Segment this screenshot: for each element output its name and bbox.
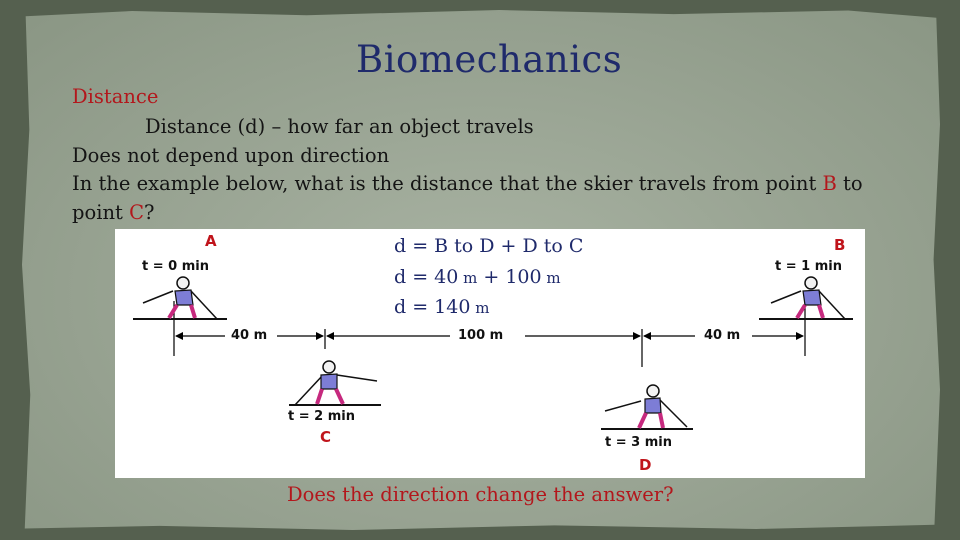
equation-unit: m (541, 269, 561, 287)
equation-unit: m (470, 299, 490, 317)
point-c-label: C (320, 428, 332, 446)
equation-value: + 100 (477, 266, 542, 288)
point-b-time: t = 1 min (775, 259, 842, 274)
distance-middle-label: 100 m (458, 328, 504, 343)
skier-diagram (115, 229, 865, 478)
question-mark: ? (143, 201, 155, 224)
point-a-time: t = 0 min (142, 259, 209, 274)
point-c-ref: C (129, 201, 144, 224)
equation-line-3 (394, 296, 489, 318)
point-a-label: A (205, 232, 217, 250)
slide-title: Biomechanics (356, 38, 623, 81)
skier-b-icon (757, 273, 857, 323)
point-c-time: t = 2 min (288, 409, 355, 424)
point-d-time: t = 3 min (605, 435, 672, 450)
distance-right-label: 40 m (704, 328, 741, 343)
equation-value: d = 140 (394, 296, 471, 318)
question-text-end: to (836, 172, 863, 195)
point-d-label: D (639, 456, 652, 474)
distance-left-label: 40 m (231, 328, 268, 343)
equation-unit: m (458, 269, 478, 287)
point-b-label: B (834, 236, 846, 254)
section-heading: Distance (72, 85, 159, 108)
question-text: In the example below, what is the distance that the skier travels from point (72, 172, 823, 195)
question-line-1 (72, 172, 863, 195)
definition-text: Distance (d) – how far an object travels (145, 115, 534, 138)
skier-c-icon (285, 357, 385, 409)
equation-value: d = 40 (394, 266, 459, 288)
point-b-ref: B (822, 172, 837, 195)
equation-line-2 (394, 266, 561, 288)
skier-d-icon (597, 381, 697, 433)
skier-a-icon (129, 273, 229, 323)
direction-note: Does not depend upon direction (72, 144, 390, 167)
bottom-question: Does the direction change the answer? (287, 483, 674, 506)
question-text: point (72, 201, 130, 224)
question-line-2 (72, 201, 154, 224)
equation-line-1: d = B to D + D to C (394, 235, 584, 257)
